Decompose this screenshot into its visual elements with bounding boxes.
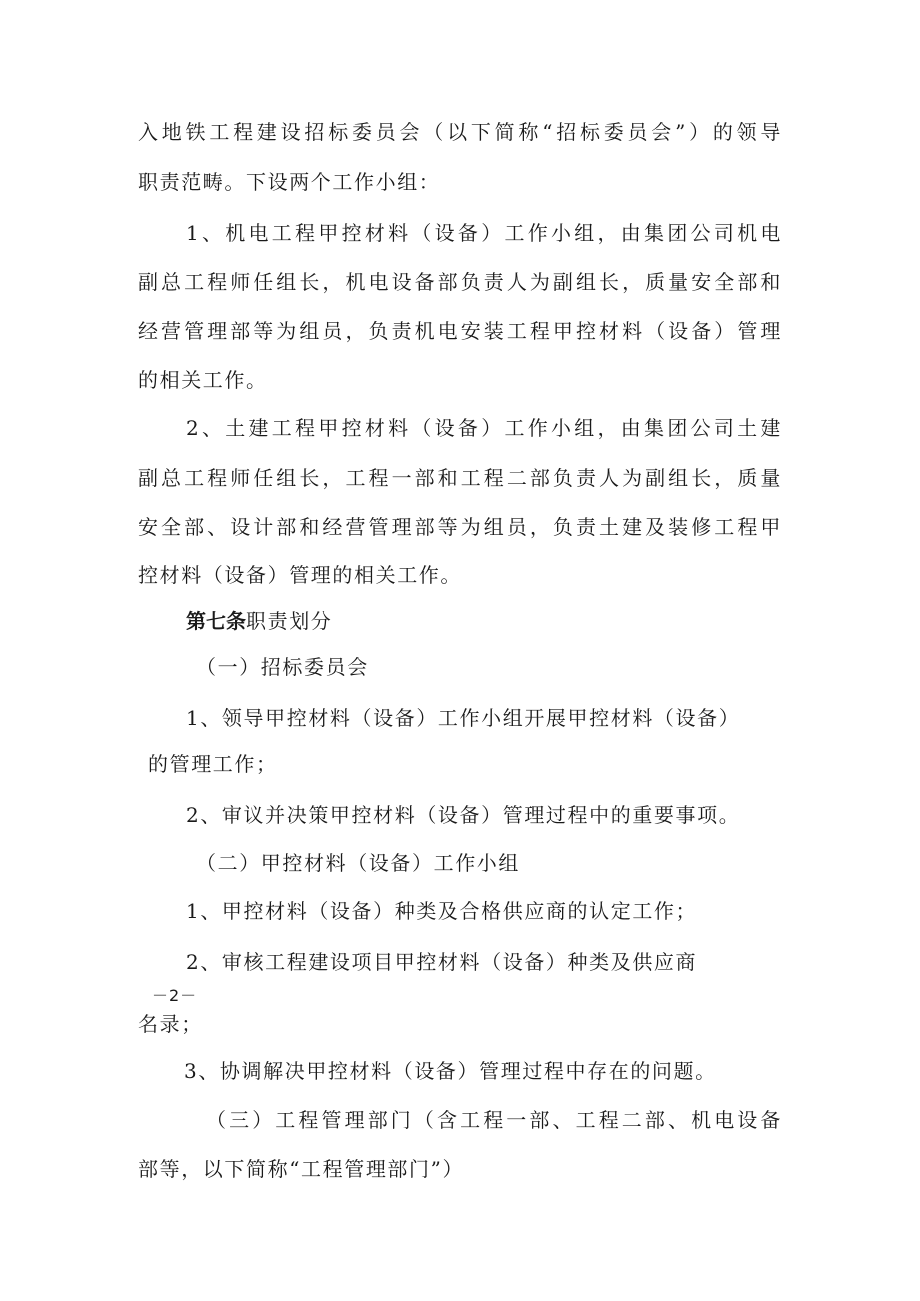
paragraph-line: 2、土建工程甲控材料（设备）工作小组，由集团公司土建 <box>186 416 782 440</box>
list-item-line: 名录； <box>138 1012 203 1036</box>
paragraph-line: 经营管理部等为组员，负责机电安装工程甲控材料（设备）管理 <box>138 319 782 343</box>
paragraph-line: 1、机电工程甲控材料（设备）工作小组，由集团公司机电 <box>186 221 782 245</box>
paragraph-line: 入地铁工程建设招标委员会（以下简称“招标委员会”）的领导 <box>138 120 782 144</box>
section-heading-line: 部等，以下简称“工程管理部门”） <box>138 1157 465 1181</box>
page-number: －2－ <box>152 986 198 1005</box>
article-heading-line <box>186 607 332 635</box>
paragraph-line: 安全部、设计部和经营管理部等为组员，负责土建及装修工程甲 <box>138 515 782 539</box>
section-heading: （一）招标委员会 <box>196 655 369 679</box>
article-title: 职责划分 <box>246 609 333 633</box>
paragraph-line: 副总工程师任组长，机电设备部负责人为副组长，质量安全部和 <box>138 270 782 294</box>
section-heading: （二）甲控材料（设备）工作小组 <box>196 851 520 875</box>
list-item: 1、甲控材料（设备）种类及合格供应商的认定工作； <box>186 899 698 923</box>
paragraph-line: 副总工程师任组长，工程一部和工程二部负责人为副组长，质量 <box>138 466 782 490</box>
list-item: 2、审议并决策甲控材料（设备）管理过程中的重要事项。 <box>186 803 741 827</box>
paragraph-line: 控材料（设备）管理的相关工作。 <box>138 563 462 587</box>
list-item: 3、协调解决甲控材料（设备）管理过程中存在的问题。 <box>184 1059 717 1083</box>
paragraph-line: 职责范畴。下设两个工作小组： <box>138 170 441 194</box>
list-item-line: 1、领导甲控材料（设备）工作小组开展甲控材料（设备） <box>186 706 741 730</box>
list-item-line: 2、审核工程建设项目甲控材料（设备）种类及供应商 <box>186 950 698 974</box>
article-number: 第七条 <box>186 609 246 633</box>
section-heading-line: （三）工程管理部门（含工程一部、工程二部、机电设备 <box>206 1108 782 1132</box>
paragraph-line: 的相关工作。 <box>138 368 268 392</box>
list-item-line: 的管理工作； <box>148 752 278 776</box>
